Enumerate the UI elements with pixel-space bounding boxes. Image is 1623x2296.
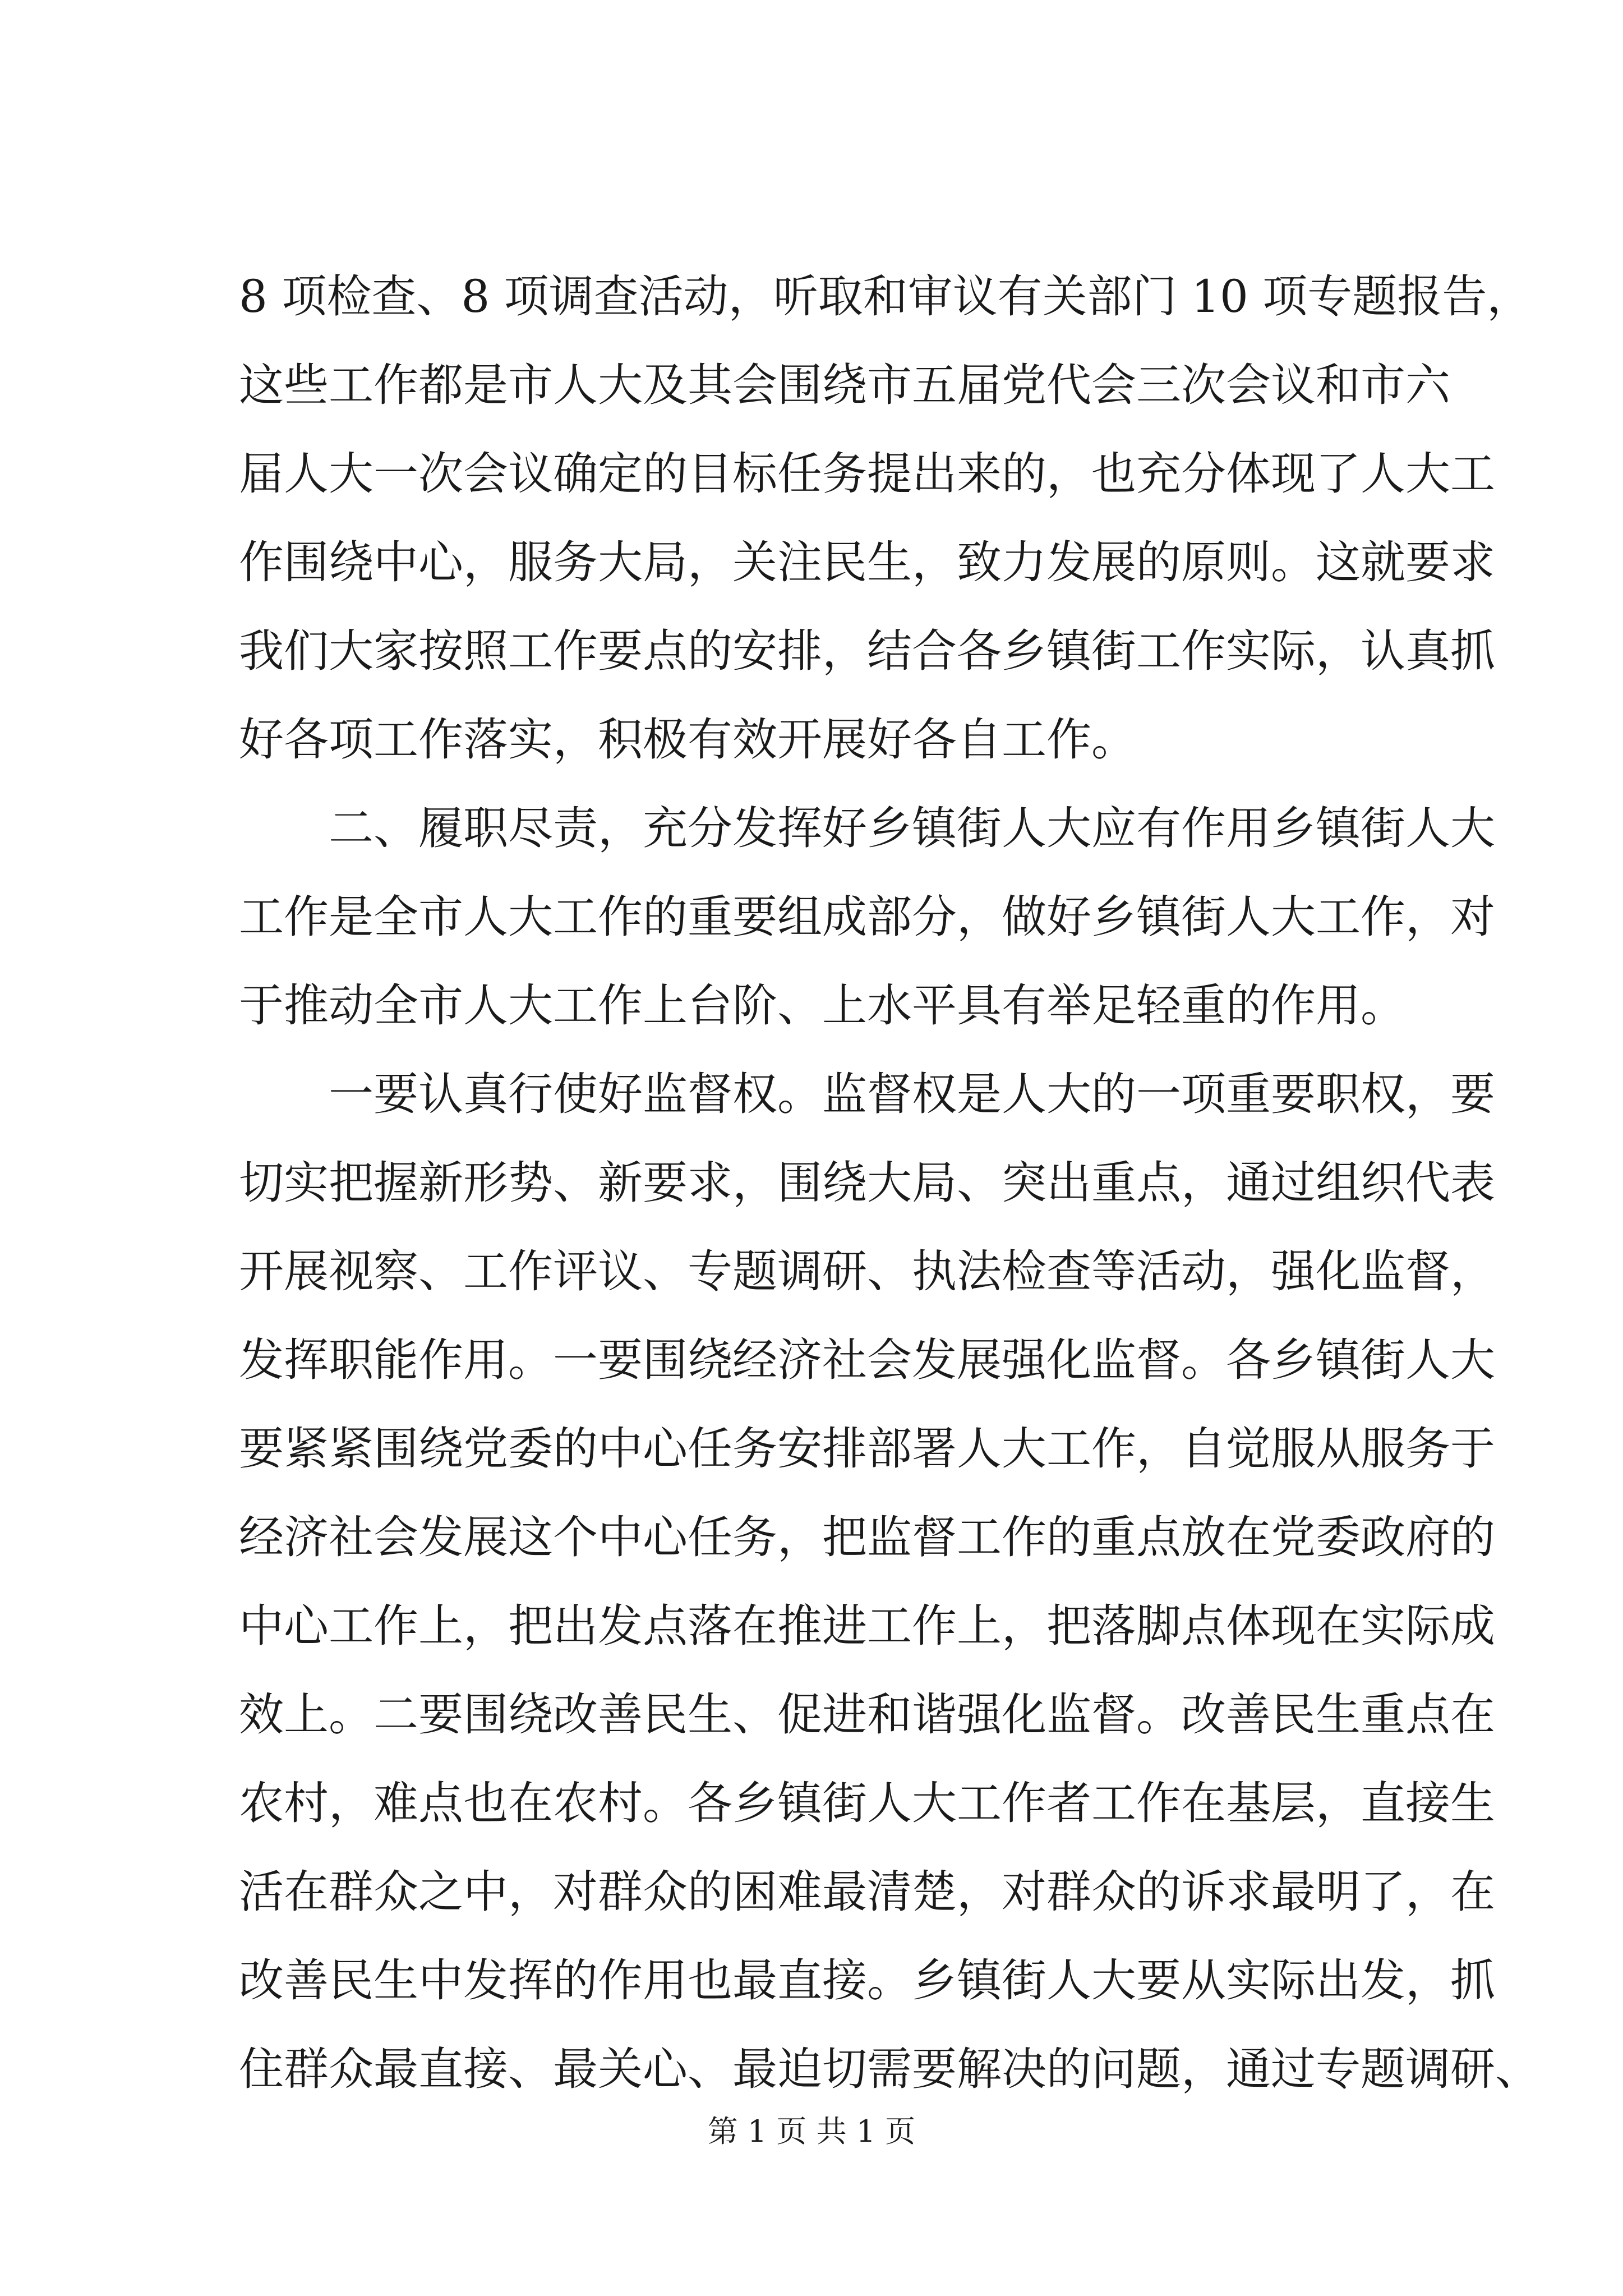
text-line: 届人大一次会议确定的目标任务提出来的，也充分体现了人大工 — [239, 448, 1495, 500]
paragraph-start-line: 一要认真行使好监督权。监督权是人大的一项重要职权，要 — [329, 1068, 1495, 1120]
page-footer — [0, 2112, 1623, 2151]
text-line: 经济社会发展这个中心任务，把监督工作的重点放在党委政府的 — [239, 1511, 1495, 1563]
text-line: 于推动全市人大工作上台阶、上水平具有举足轻重的作用。 — [239, 979, 1405, 1032]
text-line: 好各项工作落实，积极有效开展好各自工作。 — [239, 714, 1136, 766]
text-line: 要紧紧围绕党委的中心任务安排部署人大工作，自觉服从服务于 — [239, 1423, 1495, 1475]
text-line: 中心工作上，把出发点落在推进工作上，把落脚点体现在实际成 — [239, 1600, 1495, 1652]
text-line: 效上。二要围绕改善民生、促进和谐强化监督。改善民生重点在 — [239, 1688, 1495, 1741]
text-line: 工作是全市人大工作的重要组成部分，做好乡镇街人大工作，对 — [239, 891, 1495, 943]
text-line: 改善民生中发挥的作用也最直接。乡镇街人大要从实际出发，抓 — [239, 1954, 1495, 2007]
text-line: 切实把握新形势、新要求，围绕大局、突出重点，通过组织代表 — [239, 1157, 1495, 1209]
document-body — [239, 252, 1540, 2114]
text-line: 农村，难点也在农村。各乡镇街人大工作者工作在基层，直接生 — [239, 1777, 1495, 1829]
section-heading-line: 二、履职尽责，充分发挥好乡镇街人大应有作用乡镇街人大 — [329, 802, 1495, 854]
text-line: 活在群众之中，对群众的困难最清楚，对群众的诉求最明了，在 — [239, 1866, 1495, 1918]
text-line: 住群众最直接、最关心、最迫切需要解决的问题，通过专题调研、 — [239, 2043, 1540, 2095]
text-line: 这些工作都是市人大及其会围绕市五届党代会三次会议和市六 — [239, 359, 1450, 411]
text-line: 发挥职能作用。一要围绕经济社会发展强化监督。各乡镇街人大 — [239, 1334, 1495, 1386]
text-line: 作围绕中心，服务大局，关注民生，致力发展的原则。这就要求 — [239, 536, 1495, 588]
page-number-label: 第 1 页 共 1 页 — [707, 2114, 916, 2149]
text-line: 8 项检查、8 项调查活动，听取和审议有关部门 10 项专题报告， — [239, 270, 1532, 323]
text-line: 我们大家按照工作要点的安排，结合各乡镇街工作实际，认真抓 — [239, 625, 1495, 677]
text-line: 开展视察、工作评议、专题调研、执法检查等活动，强化监督， — [239, 1245, 1495, 1297]
